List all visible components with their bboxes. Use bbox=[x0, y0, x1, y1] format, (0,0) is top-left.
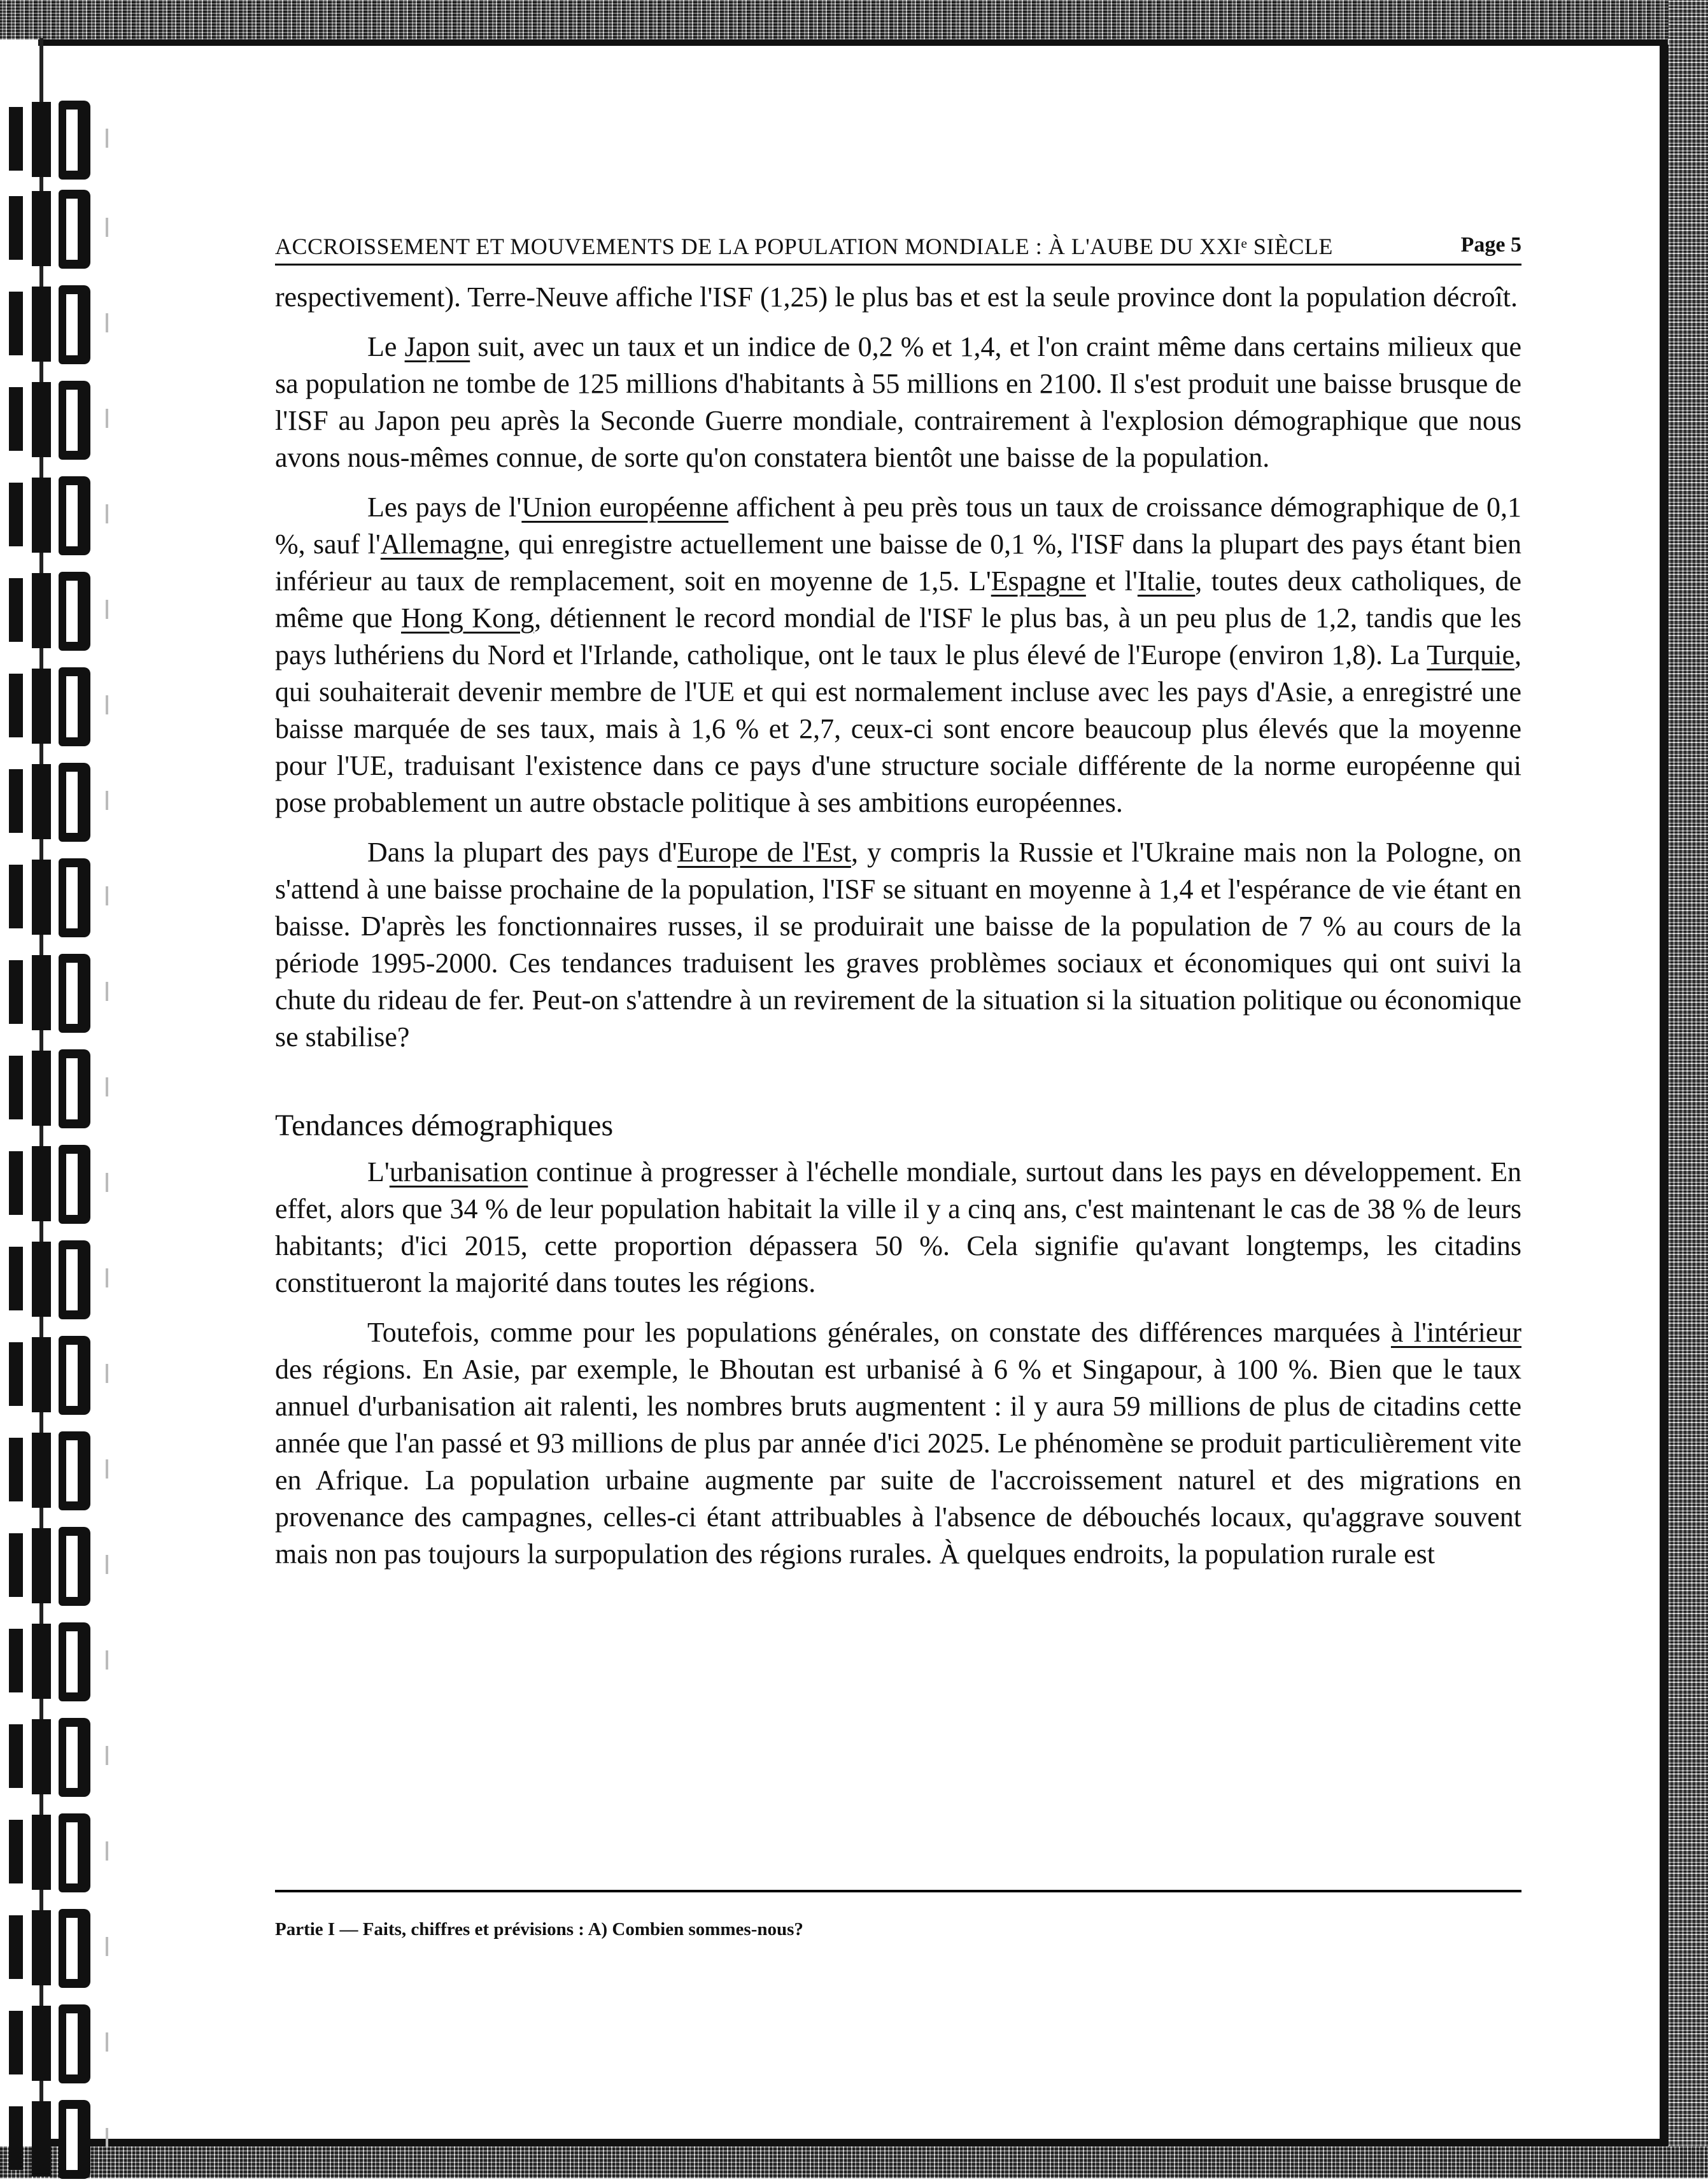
binding-ring bbox=[0, 1522, 108, 1611]
text-run: Les pays de l' bbox=[367, 492, 522, 523]
paragraph bbox=[275, 279, 1521, 316]
paragraph bbox=[275, 834, 1521, 1056]
page-edge-top bbox=[38, 39, 1668, 46]
spiral-binding bbox=[0, 0, 127, 2178]
binding-ring bbox=[0, 1235, 108, 1324]
text-run: , y compris la Russie et l'Ukraine mais non la Pologne, on s'attend à une baisse prochaine de la population, l'ISF se situant en moyenne à 1,4 et l'espérance de vie étant en baisse. D'après les fonctionnaires russes, il se produirait une baisse de la population de 7 % au cours de la période 1995-2000. Ces tendances traduisent les graves problèmes sociaux et économiques qui ont suivi la chute du rideau de fer. Peut-on s'attendre à un revirement de la situation si la situation politique ou économique se stabilise? bbox=[275, 837, 1521, 1053]
binding-ring bbox=[0, 1904, 108, 1993]
text-run: L' bbox=[367, 1156, 390, 1188]
binding-ring bbox=[0, 280, 108, 369]
text-run: Le bbox=[367, 331, 405, 362]
binding-ring bbox=[0, 2095, 108, 2184]
binding-ring bbox=[0, 1426, 108, 1515]
page-body bbox=[275, 279, 1521, 1585]
underlined-term: Europe de l'Est bbox=[677, 837, 851, 868]
binding-ring bbox=[0, 1331, 108, 1420]
binding-ring bbox=[0, 376, 108, 465]
text-run: , qui enregistre actuellement une baisse de 0,1 %, l'ISF dans la plupart des pays étant bien inférieur au taux de remplacement, soit en moyenne de 1,5. L' bbox=[275, 528, 1522, 597]
binding-ring bbox=[0, 1044, 108, 1133]
underlined-term: Union européenne bbox=[521, 492, 729, 523]
page-edge-right bbox=[1660, 45, 1669, 2146]
binding-ring bbox=[0, 1140, 108, 1229]
header-title: ACCROISSEMENT ET MOUVEMENTS DE LA POPULATION MONDIALE : À L'AUBE DU XXIᵉ SIÈCLE bbox=[275, 234, 1333, 259]
text-run: continue à progresser à l'échelle mondiale, surtout dans les pays en développement. En effet, alors que 34 % de leur population habitait la ville il y a cinq ans, c'est maintenant le cas de 38 % de leurs habitants; d'ici 2015, cette proportion dépassera 50 %. Cela signifie qu'avant longtemps, les citadins constitueront la majorité dans toutes les régions. bbox=[275, 1156, 1521, 1298]
underlined-term: Allemagne bbox=[380, 528, 504, 560]
underlined-term: Hong Kong bbox=[401, 602, 535, 634]
text-run: , qui souhaiterait devenir membre de l'UE et qui est normalement incluse avec les pays d'Asie, a enregistré une baisse marquée de ses taux, mais à 1,6 % et 2,7, ceux-ci sont encore beaucoup plus élevés que la moyenne pour l'UE, traduisant l'existence dans ce pays d'une structure sociale différente de la norme européenne qui pose probablement un autre obstacle politique à ses ambitions européennes. bbox=[275, 639, 1521, 818]
paragraph bbox=[275, 1314, 1521, 1573]
paragraph bbox=[275, 329, 1521, 476]
binding-ring bbox=[0, 853, 108, 942]
binding-ring bbox=[0, 471, 108, 560]
text-run: respectivement). Terre-Neuve affiche l'ISF (1,25) le plus bas et est la seule province dont la population décroît. bbox=[275, 281, 1518, 313]
binding-ring bbox=[0, 1808, 108, 1897]
binding-ring bbox=[0, 567, 108, 656]
text-run: , détiennent le record mondial de l'ISF le plus bas, à un peu plus de 1,2, tandis que les pays luthériens du Nord et l'Irlande, catholique, ont le taux le plus élevé de l'Europe (environ 1,8). La bbox=[275, 602, 1521, 670]
scan-border-bottom bbox=[0, 2146, 1708, 2178]
underlined-term: à l'intérieur bbox=[1390, 1317, 1521, 1348]
text-run: Toutefois, comme pour les populations générales, on constate des différences marquées bbox=[367, 1317, 1391, 1348]
scan-border-top bbox=[0, 0, 1708, 39]
footer-rule bbox=[275, 1890, 1521, 1892]
binding-ring bbox=[0, 185, 108, 274]
footer-text: Partie I — Faits, chiffres et prévisions : A) Combien sommes-nous? bbox=[275, 1919, 803, 1939]
scan-border-right bbox=[1669, 0, 1708, 2178]
page-edge-bottom bbox=[38, 2139, 1668, 2146]
text-run: Dans la plupart des pays d' bbox=[367, 837, 677, 868]
underlined-term: urbanisation bbox=[389, 1156, 528, 1188]
running-header bbox=[275, 230, 1521, 266]
binding-ring bbox=[0, 662, 108, 751]
binding-ring bbox=[0, 1713, 108, 1802]
binding-ring bbox=[0, 96, 108, 185]
page-number: Page 5 bbox=[1460, 233, 1521, 257]
binding-ring bbox=[0, 758, 108, 847]
paragraph bbox=[275, 1154, 1521, 1301]
binding-ring bbox=[0, 949, 108, 1038]
text-run: , toutes deux catholiques, de même que bbox=[275, 565, 1522, 634]
paragraph bbox=[275, 489, 1521, 821]
section-heading: Tendances démographiques bbox=[275, 1109, 614, 1142]
text-run: suit, avec un taux et un indice de 0,2 % et 1,4, et l'on craint même dans certains milieux que sa population ne tombe de 125 millions d'habitants à 55 millions en 2100. Il s'est produit une baisse brusque de l'ISF au Japon peu après la Seconde Guerre mondiale, contrairement à l'explosion démographique que nous avons nous-mêmes connue, de sorte qu'on constatera bientôt une baisse de la population. bbox=[275, 331, 1522, 473]
underlined-term: Turquie bbox=[1427, 639, 1514, 670]
text-run: des régions. En Asie, par exemple, le Bhoutan est urbanisé à 6 % et Singapour, à 100 %. Bien que le taux annuel d'urbanisation ait ralenti, les nombres bruts augmentent : il y aura 59 millions de plus de citadins cette année que l'an passé et 93 millions de plus par année d'ici 2025. Le phénomène se produit particulièrement vite en Afrique. La population urbaine augmente par suite de l'accroissement naturel et des migrations en provenance des campagnes, celles-ci étant attribuables à l'absence de débouchés locaux, qu'aggrave souvent mais non pas toujours la surpopulation des régions rurales. À quelques endroits, la population rurale est bbox=[275, 1354, 1521, 1570]
text-run: affichent à peu près tous un taux de croissance démographique de 0,1 %, sauf l' bbox=[275, 492, 1521, 560]
binding-ring bbox=[0, 1617, 108, 1706]
underlined-term: Japon bbox=[404, 331, 470, 362]
text-run: et l' bbox=[1085, 565, 1138, 597]
underlined-term: Italie bbox=[1137, 565, 1196, 597]
binding-ring bbox=[0, 1999, 108, 2088]
underlined-term: Espagne bbox=[991, 565, 1086, 597]
